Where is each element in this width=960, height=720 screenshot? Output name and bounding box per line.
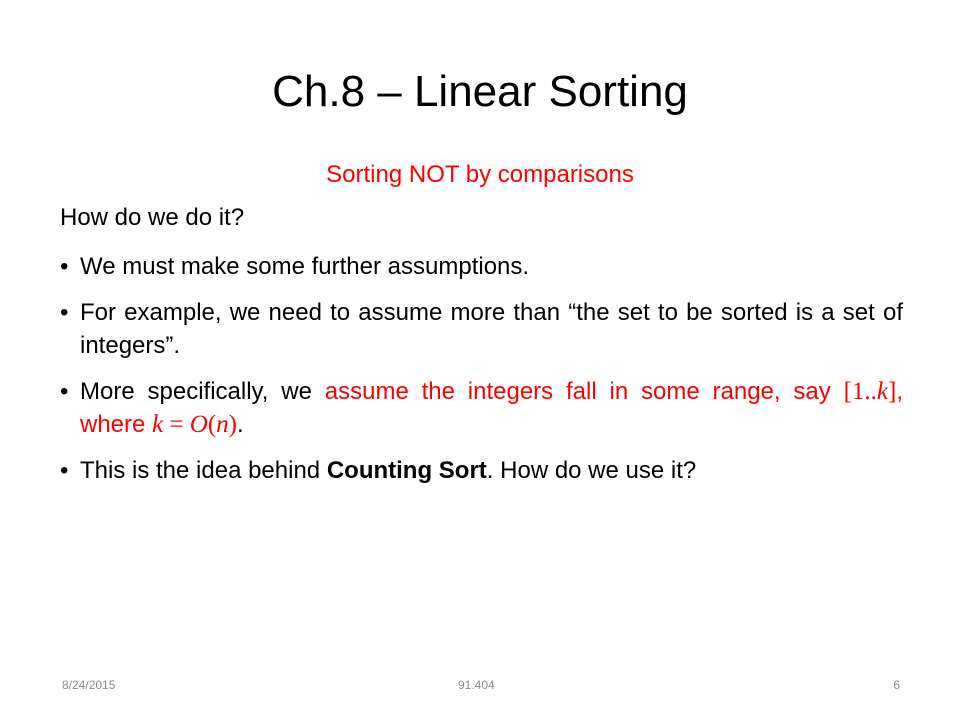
math-paren-close: )	[228, 411, 237, 438]
math-equals: =	[163, 411, 190, 438]
math-var-k: k	[876, 378, 888, 405]
bullet-text	[80, 378, 903, 438]
bullet-item-3	[60, 375, 903, 441]
bullet-marker: •	[60, 299, 69, 326]
bullet-marker: •	[60, 253, 69, 280]
bullet-text-part: This is the idea behind	[80, 457, 327, 484]
slide-subtitle: Sorting NOT by comparisons	[326, 161, 634, 188]
highlight-text: assume the integers fall in some range, say	[324, 378, 844, 405]
bullet-text-part: . How do we use it?	[486, 457, 697, 484]
footer-page-number: 6	[893, 678, 900, 692]
bold-term-counting-sort: Counting Sort	[326, 457, 487, 484]
footer-date: 8/24/2015	[62, 678, 116, 692]
math-var-n: n	[216, 411, 229, 438]
math-paren-open: (	[207, 411, 217, 438]
bullet-text-period: .	[236, 411, 244, 438]
bullet-item-2	[60, 296, 903, 362]
slide-title: Ch.8 – Linear Sorting	[272, 67, 688, 116]
bullet-text	[80, 457, 696, 484]
math-range-open: [1..	[843, 378, 877, 405]
math-big-o: O	[189, 411, 208, 438]
intro-text: How do we do it?	[60, 204, 245, 231]
bullet-marker: •	[60, 378, 69, 405]
bullet-list	[60, 250, 903, 500]
footer-course: 91.404	[458, 678, 495, 692]
bullet-text-part: More specifically, we	[80, 378, 325, 405]
bullet-text: We must make some further assumptions.	[80, 253, 530, 280]
bullet-text: For example, we need to assume more than “the set to be sorted is a set of integers”.	[80, 299, 903, 359]
bullet-marker: •	[60, 457, 69, 484]
bullet-item-1	[60, 250, 903, 283]
highlight-text-where: , where	[80, 378, 903, 438]
math-var-k: k	[152, 411, 164, 438]
math-range-close: ]	[888, 378, 897, 405]
bullet-item-4	[60, 454, 903, 487]
